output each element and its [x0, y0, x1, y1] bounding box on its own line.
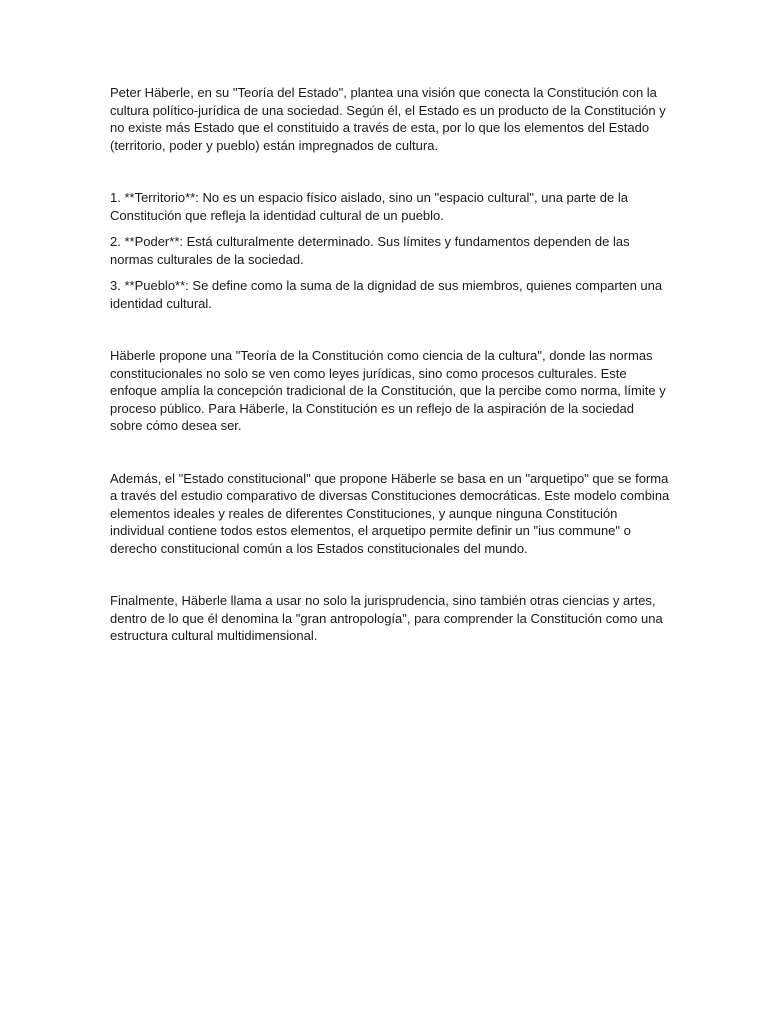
- list-item-poder: 2. **Poder**: Está culturalmente determinado. Sus límites y fundamentos dependen de las normas culturales de la sociedad.: [110, 234, 630, 267]
- list-item-territorio: 1. **Territorio**: No es un espacio físico aislado, sino un "espacio cultural", una parte de la Constitución que refleja la identidad cultural de un pueblo.: [110, 190, 628, 223]
- intro-paragraph: Peter Häberle, en su "Teoría del Estado", plantea una visión que conecta la Constitución con la cultura político-jurídica de una sociedad. Según él, el Estado es un producto de la Constitución y no existe más Estado que el constituido a través de esta, por lo que los elementos del Estado (territorio, poder y pueblo) están impregnados de cultura.: [110, 85, 666, 153]
- paragraph-teoria-constitucion: Häberle propone una "Teoría de la Constitución como ciencia de la cultura", donde las normas constitucionales no solo se ven como leyes jurídicas, sino como procesos culturales. Este enfoque amplía la concepción tradicional de la Constitución, que la percibe como norma, límite y proceso público. Para Häberle, la Constitución es un reflejo de la aspiración de la sociedad sobre cómo desea ser.: [110, 348, 666, 433]
- paragraph-gran-antropologia: Finalmente, Häberle llama a usar no solo la jurisprudencia, sino también otras ciencias y artes, dentro de lo que él denomina la "gran antropología", para comprender la Constitución como una estructura cultural multidimensional.: [110, 593, 663, 643]
- paragraph-estado-constitucional: Además, el "Estado constitucional" que propone Häberle se basa en un "arquetipo" que se forma a través del estudio comparativo de diversas Constituciones democráticas. Este modelo combina elementos ideales y reales de diferentes Constituciones, y aunque ninguna Constitución individual contiene todos estos elementos, el arquetipo permite definir un "ius commune" o derecho constitucional común a los Estados constitucionales del mundo.: [110, 470, 670, 556]
- list-item-pueblo: 3. **Pueblo**: Se define como la suma de la dignidad de sus miembros, quienes comparten una identidad cultural.: [110, 278, 663, 311]
- document-page: [110, 84, 670, 680]
